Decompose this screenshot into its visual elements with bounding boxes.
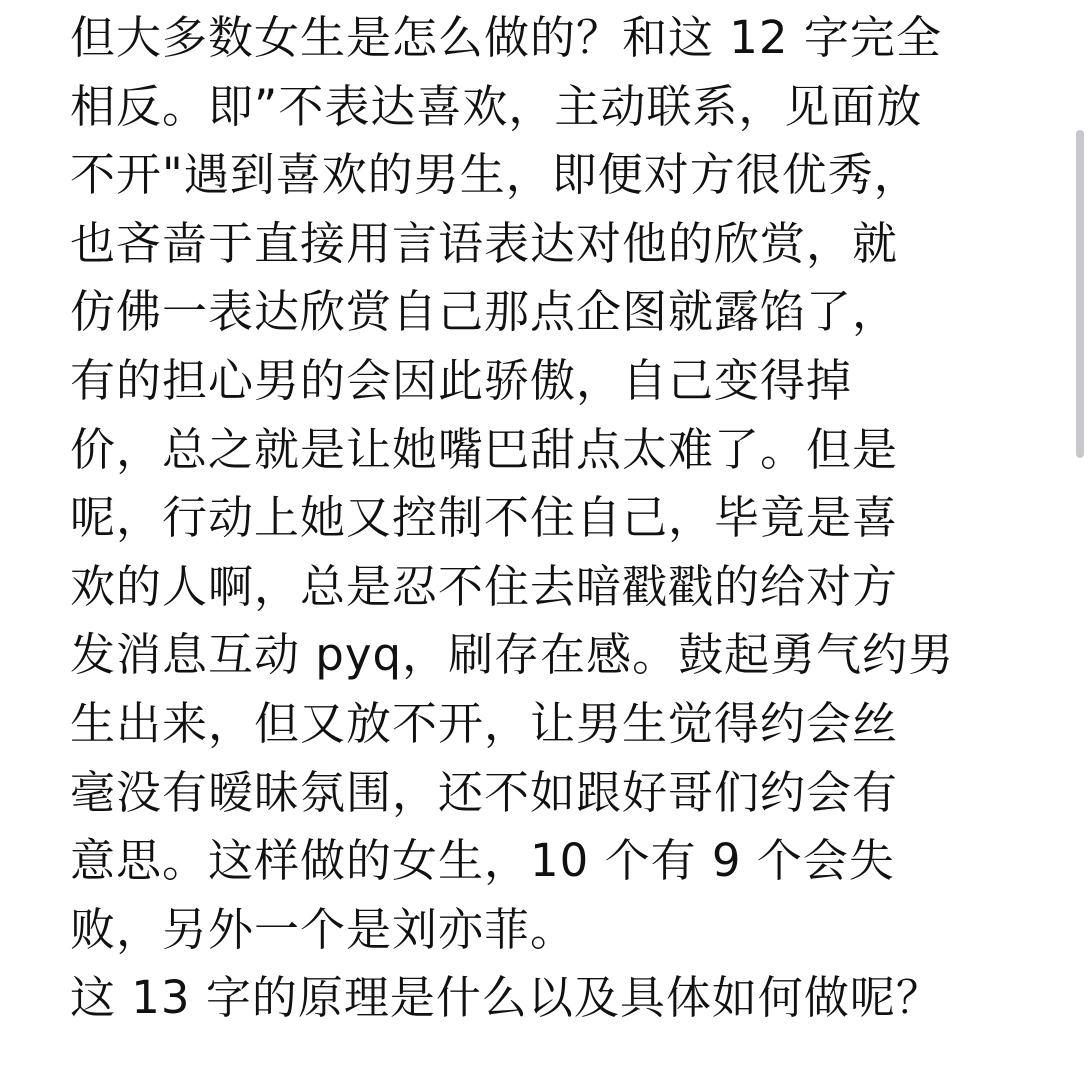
text-line-11: 生出来，但又放不开，让男生觉得约会丝	[70, 696, 899, 750]
text-line-1: 但大多数女生是怎么做的？和这 12 字完全	[70, 11, 942, 64]
text-line-7: 价，总之就是让她嘴巴甜点太难了。但是	[70, 422, 899, 476]
text-line-10: 发消息互动 pyq，刷存在感。鼓起勇气约男	[70, 628, 955, 682]
text-line-3: 不开"遇到喜欢的男生，即便对方很优秀，	[70, 148, 920, 202]
text-line-4: 也吝啬于直接用言语表达对他的欣赏，就	[70, 216, 899, 270]
article-text	[70, 4, 1030, 1033]
text-line-5: 仿佛一表达欣赏自己那点企图就露馅了，	[70, 285, 899, 339]
text-line-15: 这 13 字的原理是什么以及具体如何做呢？	[70, 971, 942, 1025]
text-line-12: 毫没有暧昧氛围，还不如跟好哥们约会有	[70, 765, 899, 819]
text-line-6: 有的担心男的会因此骄傲，自己变得掉	[70, 353, 853, 407]
text-line-13: 意思。这样做的女生，10 个有 9 个会失	[70, 834, 895, 888]
text-line-14: 败，另外一个是刘亦菲。	[70, 902, 577, 956]
text-line-8: 呢，行动上她又控制不住自己，毕竟是喜	[70, 491, 899, 545]
scrollbar-thumb[interactable]	[1076, 130, 1084, 458]
text-line-2: 相反。即”不表达喜欢，主动联系，见面放	[70, 79, 923, 133]
text-line-9: 欢的人啊，总是忍不住去暗戳戳的给对方	[70, 559, 899, 613]
